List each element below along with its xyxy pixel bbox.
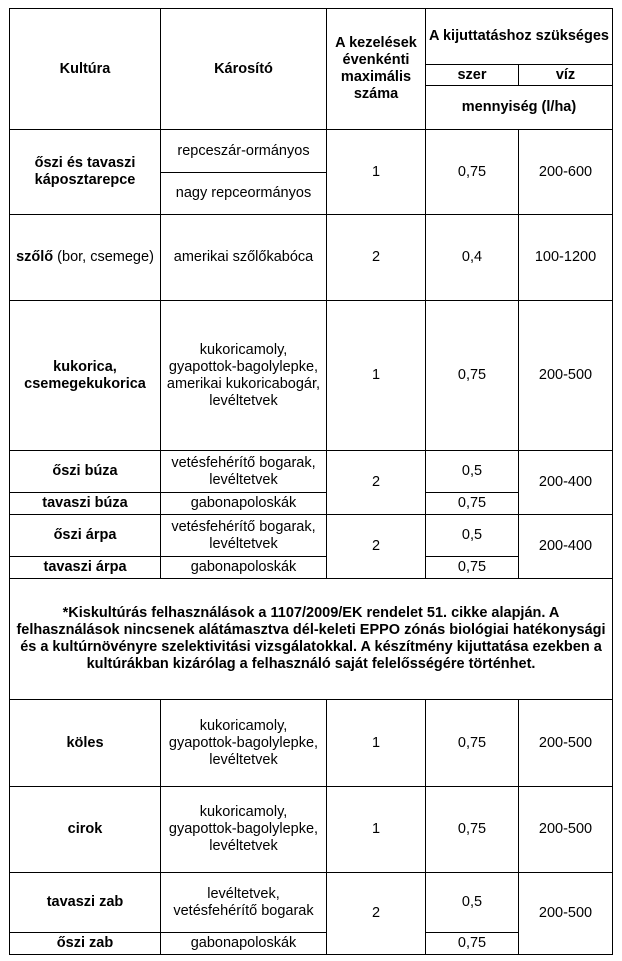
header-application-needs: A kijuttatáshoz szükséges (426, 9, 613, 65)
header-water: víz (519, 65, 613, 86)
water-cell: 200-600 (519, 130, 613, 215)
pest-cell: kukoricamoly, gyapottok-bagolylepke, levéltetvek (161, 700, 327, 787)
count-cell: 2 (327, 873, 426, 955)
dose-cell: 0,75 (426, 557, 519, 579)
dose-cell: 0,75 (426, 700, 519, 787)
dose-cell: 0,75 (426, 301, 519, 451)
dose-cell: 0,5 (426, 873, 519, 933)
header-quantity: mennyiség (l/ha) (426, 86, 613, 130)
pest-cell: amerikai szőlőkabóca (161, 215, 327, 301)
pest-cell: gabonapoloskák (161, 557, 327, 579)
water-cell: 200-500 (519, 700, 613, 787)
dose-cell: 0,5 (426, 451, 519, 493)
dose-cell: 0,4 (426, 215, 519, 301)
count-cell: 1 (327, 700, 426, 787)
pest-cell: kukoricamoly, gyapottok-bagolylepke, amerikai kukoricabogár, levéltetvek (161, 301, 327, 451)
dose-cell: 0,75 (426, 787, 519, 873)
count-cell: 2 (327, 215, 426, 301)
culture-cell: őszi és tavaszi káposztarepce (10, 130, 161, 215)
culture-cell: kukorica, csemegekukorica (10, 301, 161, 451)
water-cell: 200-500 (519, 301, 613, 451)
culture-cell: tavaszi zab (10, 873, 161, 933)
pest-cell: kukoricamoly, gyapottok-bagolylepke, levéltetvek (161, 787, 327, 873)
dose-cell: 0,5 (426, 515, 519, 557)
count-cell: 1 (327, 787, 426, 873)
water-cell: 200-500 (519, 787, 613, 873)
culture-cell: őszi zab (10, 933, 161, 955)
culture-main: szőlő (16, 249, 54, 265)
culture-cell: őszi árpa (10, 515, 161, 557)
culture-cell: tavaszi búza (10, 493, 161, 515)
culture-cell: tavaszi árpa (10, 557, 161, 579)
culture-cell: őszi búza (10, 451, 161, 493)
header-culture: Kultúra (10, 9, 161, 130)
pest-cell: gabonapoloskák (161, 933, 327, 955)
water-cell: 100-1200 (519, 215, 613, 301)
count-cell: 1 (327, 301, 426, 451)
culture-cell (10, 215, 161, 301)
count-cell: 1 (327, 130, 426, 215)
water-cell: 200-400 (519, 451, 613, 515)
pest-cell: vetésfehérítő bogarak, levéltetvek (161, 515, 327, 557)
count-cell: 2 (327, 451, 426, 515)
pest-cell: nagy repceormányos (161, 173, 327, 215)
culture-detail: (bor, csemege) (53, 249, 154, 265)
dose-cell: 0,75 (426, 130, 519, 215)
header-product: szer (426, 65, 519, 86)
count-cell: 2 (327, 515, 426, 579)
pest-cell: levéltetvek, vetésfehérítő bogarak (161, 873, 327, 933)
water-cell: 200-500 (519, 873, 613, 955)
header-max-treatments: A kezelések évenkénti maximális száma (327, 9, 426, 130)
dose-cell: 0,75 (426, 933, 519, 955)
pest-cell: gabonapoloskák (161, 493, 327, 515)
application-table (9, 8, 613, 955)
pest-cell: repceszár-ormányos (161, 130, 327, 173)
dose-cell: 0,75 (426, 493, 519, 515)
culture-cell: cirok (10, 787, 161, 873)
pest-cell: vetésfehérítő bogarak, levéltetvek (161, 451, 327, 493)
minor-use-note: *Kiskultúrás felhasználások a 1107/2009/EK rendelet 51. cikke alapján. A felhasználások nincsenek alátámasztva dél-keleti EPPO zónás biológiai hatékonysági és a kultúrnövényre szelektivitási vizsgálatokkal. A készítmény kijuttatása ezekben a kultúrákban kizárólag a felhasználó saját felelősségére történhet. (10, 579, 613, 700)
header-pest: Károsító (161, 9, 327, 130)
water-cell: 200-400 (519, 515, 613, 579)
culture-cell: köles (10, 700, 161, 787)
